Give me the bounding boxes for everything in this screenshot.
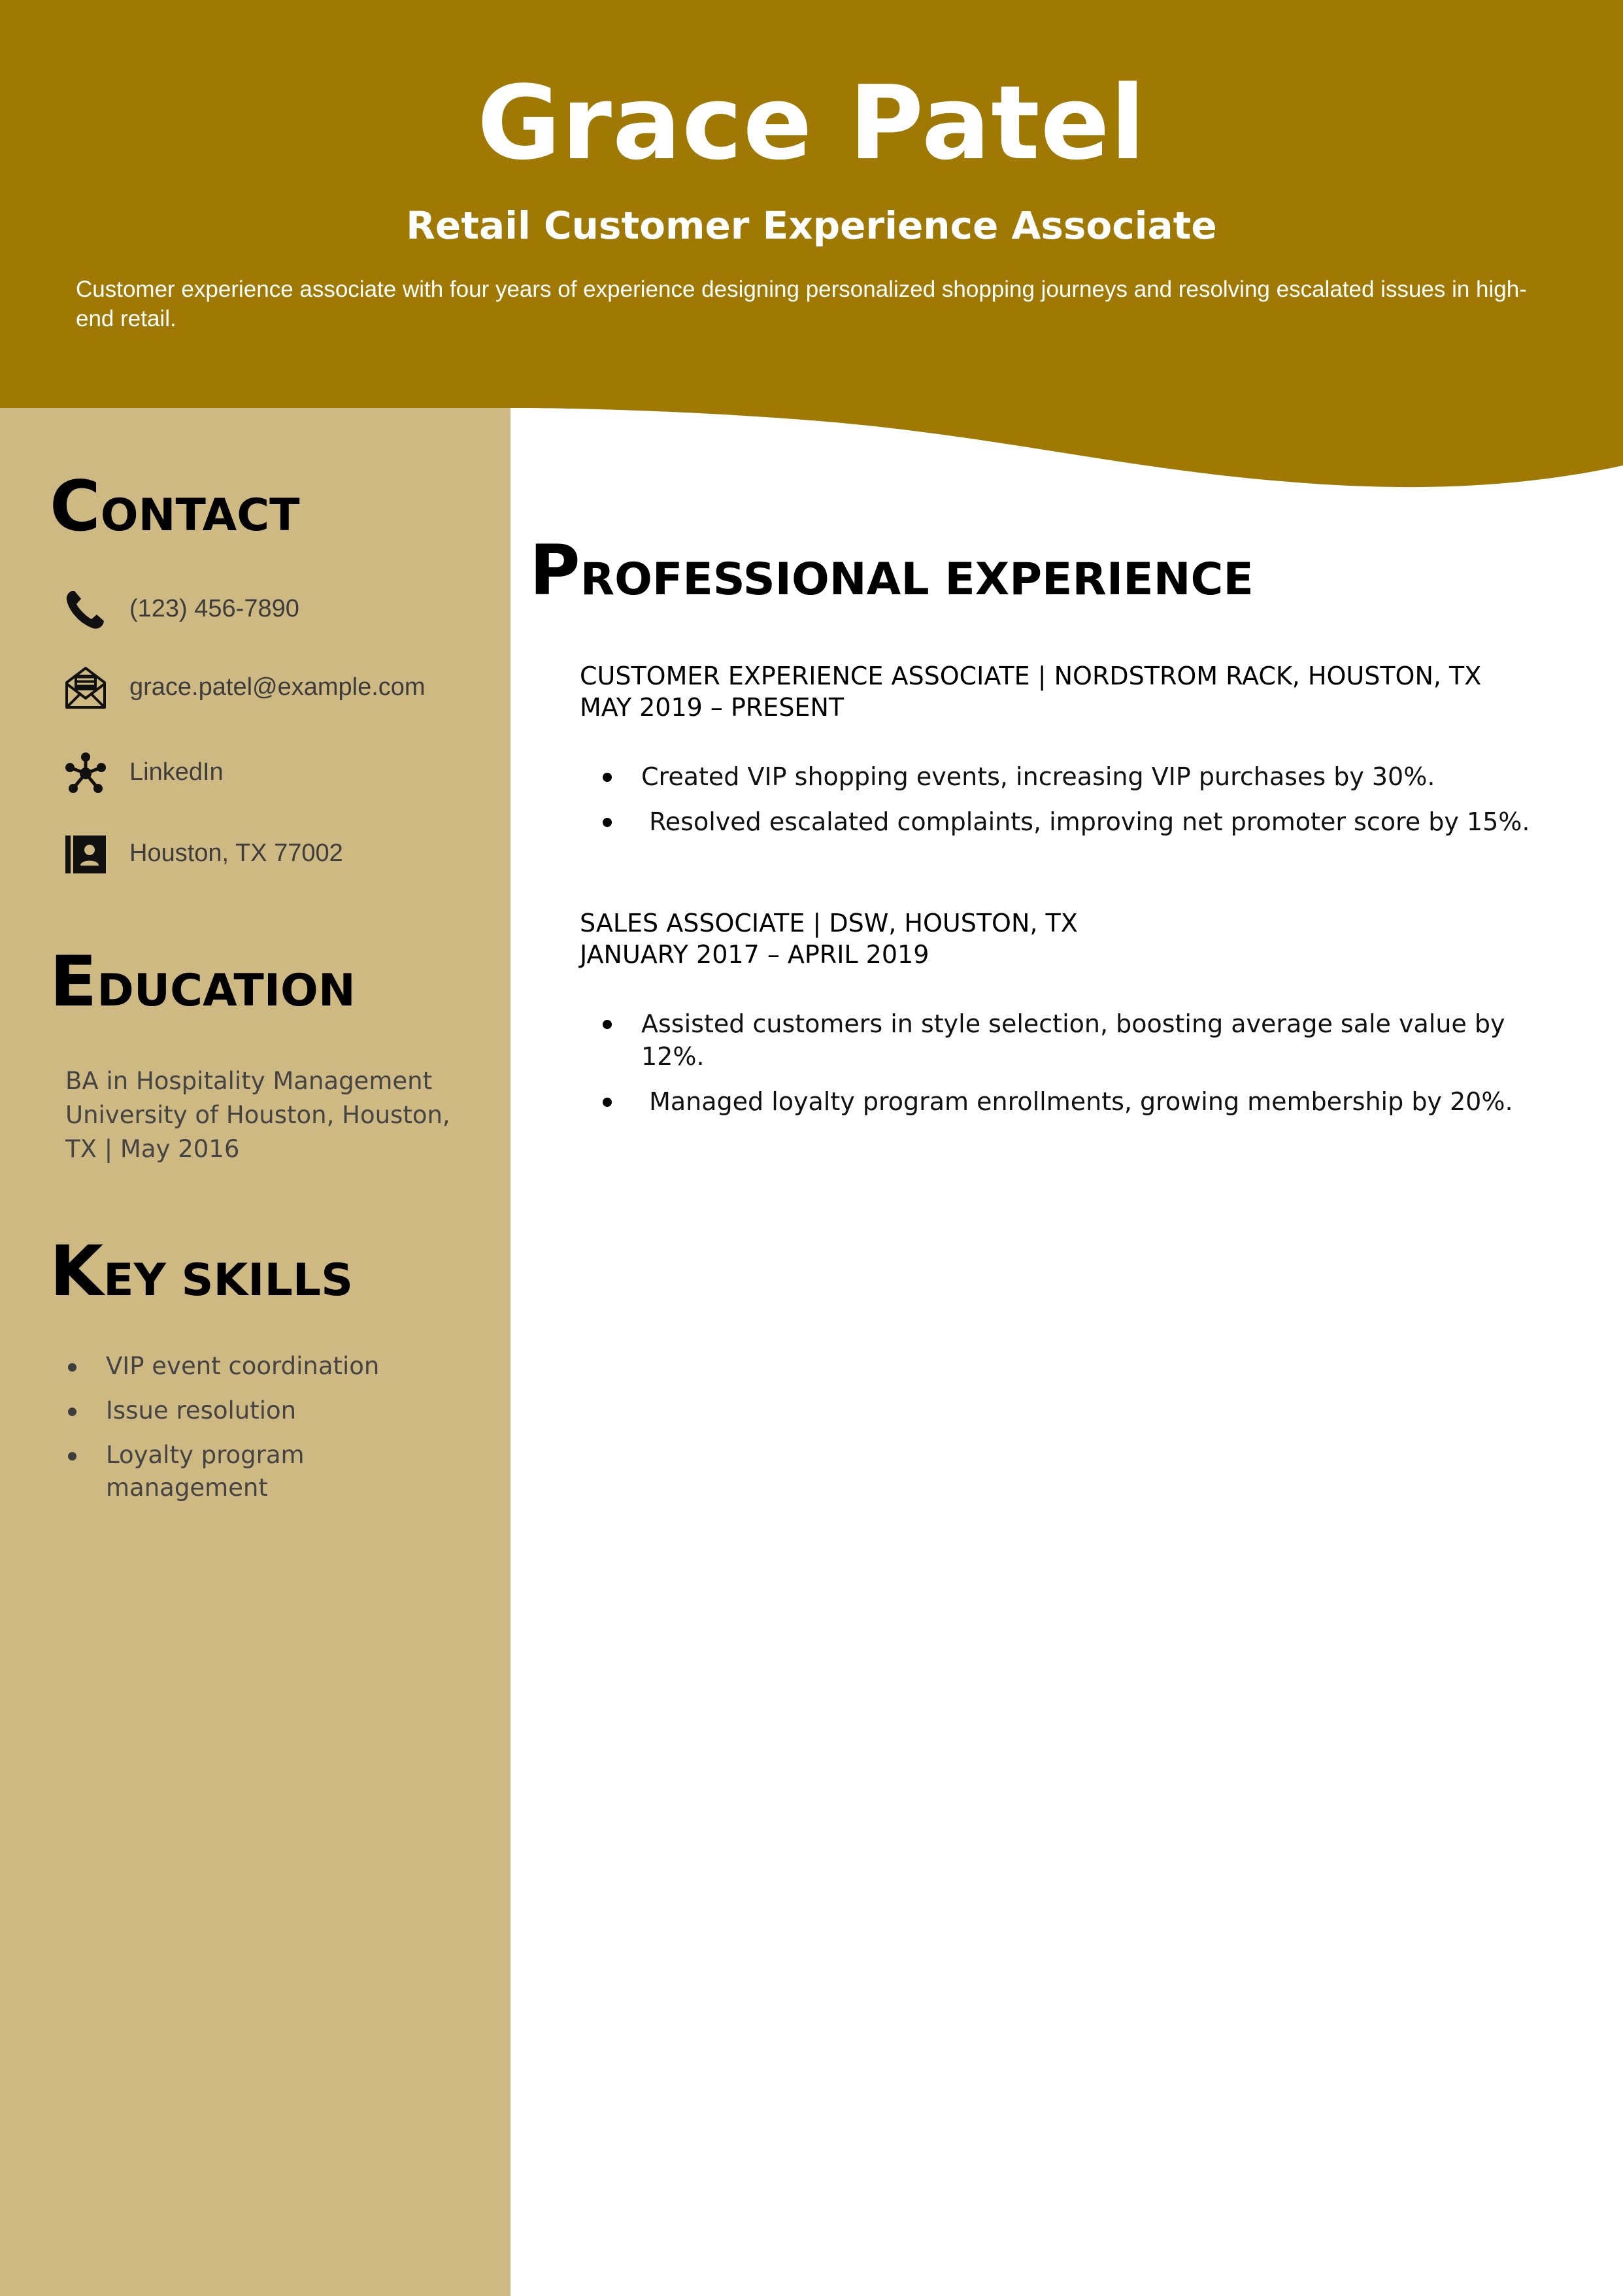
email-text: grace.patel@example.com xyxy=(129,673,426,701)
envelope-icon xyxy=(63,666,109,711)
job-2-dates: JANUARY 2017 – APRIL 2019 xyxy=(580,940,929,969)
list-item: Loyalty program management xyxy=(65,1439,471,1504)
list-item: Managed loyalty program enrollments, growing membership by 20%. xyxy=(580,1085,1573,1118)
job-1-header xyxy=(580,660,1573,723)
address-book-icon xyxy=(63,832,109,877)
job-1-dates: MAY 2019 – PRESENT xyxy=(580,693,845,722)
list-item: Resolved escalated complaints, improving net promoter score by 15%. xyxy=(580,805,1573,838)
profile-summary: Customer experience associate with four years of experience designing personalized shopping journeys and resolving escalated issues in high-end retail. xyxy=(76,277,1527,331)
job-title: Retail Customer Experience Associate xyxy=(406,203,1217,248)
contact-address xyxy=(63,832,494,877)
contact-heading: CONTACT xyxy=(50,466,300,547)
list-item: Created VIP shopping events, increasing VIP purchases by 30%. xyxy=(580,760,1573,793)
job-2-title: SALES ASSOCIATE | DSW, HOUSTON, TX xyxy=(580,909,1078,937)
contact-email xyxy=(63,666,494,711)
job-2-header xyxy=(580,907,1573,970)
phone-text: (123) 456-7890 xyxy=(129,595,299,622)
education-heading: EDUCATION xyxy=(50,941,356,1022)
contact-linkedin xyxy=(63,751,494,796)
linkedin-text: LinkedIn xyxy=(129,758,224,786)
address-text: Houston, TX 77002 xyxy=(129,839,343,867)
network-icon xyxy=(63,751,109,796)
job-1-title: CUSTOMER EXPERIENCE ASSOCIATE | NORDSTROM RACK, HOUSTON, TX xyxy=(580,662,1482,690)
skills-heading: KEY SKILLS xyxy=(50,1231,354,1311)
job-1-bullets xyxy=(580,760,1573,851)
contact-phone xyxy=(63,587,494,633)
list-item: Issue resolution xyxy=(65,1394,471,1427)
list-item: Assisted customers in style selection, boosting average sale value by 12%. xyxy=(580,1007,1573,1073)
list-item: VIP event coordination xyxy=(65,1350,471,1383)
phone-icon xyxy=(63,587,109,633)
skills-list xyxy=(65,1350,471,1516)
job-2-bullets xyxy=(580,1007,1573,1130)
candidate-name: Grace Patel xyxy=(477,63,1146,182)
experience-heading: PROFESSIONAL EXPERIENCE xyxy=(529,530,1254,611)
education-details: BA in Hospitality Management University of Houston, Houston, TX | May 2016 xyxy=(65,1067,450,1163)
